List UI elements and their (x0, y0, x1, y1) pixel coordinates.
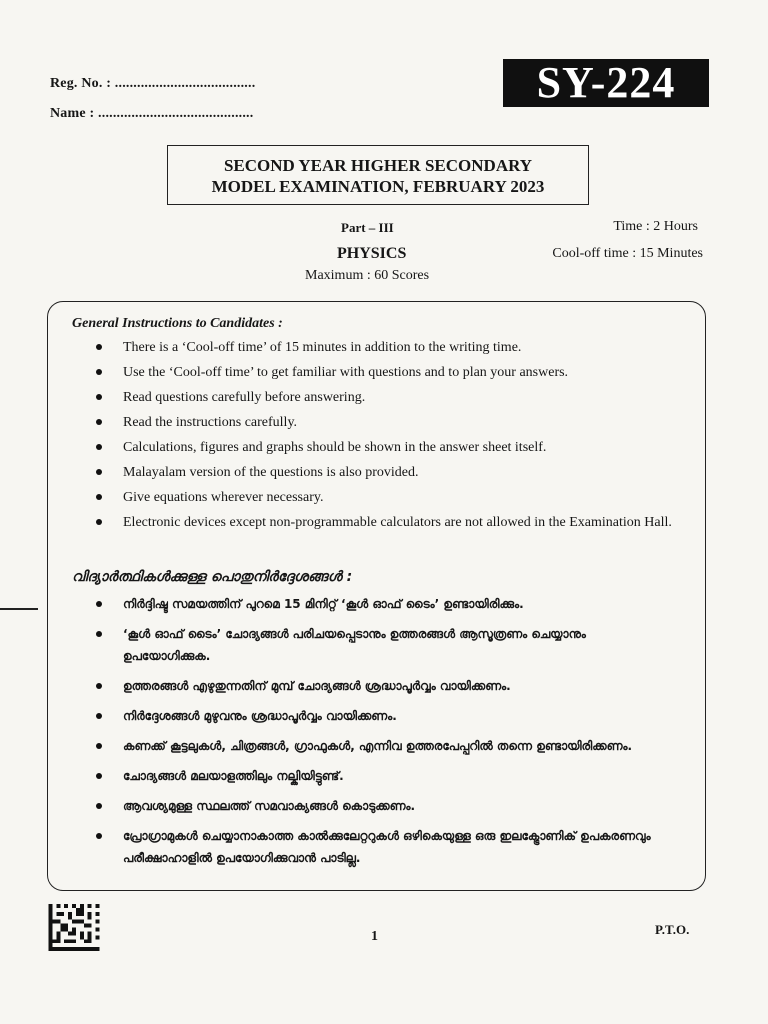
malayalam-instruction-item: നിർദ്ദിഷ്ട സമയത്തിന് പുറമെ 15 മിനിറ്റ് ‘കൂൾ ഓഫ് ടൈം’ ഉണ്ടായിരിക്കും. (96, 593, 676, 615)
instruction-item: Electronic devices except non-programmable calculators are not allowed in the Examination Hall. (96, 513, 696, 532)
bullet-icon (96, 519, 102, 525)
instruction-item: Malayalam version of the questions is also provided. (96, 463, 696, 482)
instructions-list (96, 338, 696, 538)
malayalam-instruction-item: ചോദ്യങ്ങൾ മലയാളത്തിലും നല്കിയിട്ടുണ്ട്. (96, 765, 676, 787)
bullet-icon (96, 469, 102, 475)
malayalam-instruction-item: നിർദ്ദേശങ്ങൾ മുഴുവനും ശ്രദ്ധാപൂർവ്വം വായിക്കണം. (96, 705, 676, 727)
bullet-icon (96, 394, 102, 400)
instruction-item: Read the instructions carefully. (96, 413, 696, 432)
instruction-item: Use the ‘Cool-off time’ to get familiar with questions and to plan your answers. (96, 363, 696, 382)
max-score-label: Maximum : 60 Scores (305, 268, 430, 283)
bullet-icon (96, 494, 102, 500)
instruction-item: Give equations wherever necessary. (96, 488, 696, 507)
paper-code-badge: SY-224 (503, 59, 709, 107)
exam-title-box (167, 145, 589, 205)
malayalam-instruction-item: കണക്ക് കൂട്ടലുകൾ, ചിത്രങ്ങൾ, ഗ്രാഫുകൾ, എന്നിവ ഉത്തരപേപ്പറിൽ തന്നെ ഉണ്ടായിരിക്കണം. (96, 735, 676, 757)
malayalam-instruction-item: ഉത്തരങ്ങൾ എഴുതുന്നതിന് മുമ്പ് ചോദ്യങ്ങൾ ശ്രദ്ധാപൂർവ്വം വായിക്കണം. (96, 675, 676, 697)
malayalam-instructions-list (96, 593, 676, 877)
bullet-icon (96, 683, 102, 689)
exam-title-line2: MODEL EXAMINATION, FEBRUARY 2023 (211, 177, 545, 196)
subject-label: PHYSICS (337, 245, 407, 262)
bullet-icon (96, 631, 102, 637)
instruction-item: There is a ‘Cool-off time’ of 15 minutes in addition to the writing time. (96, 338, 696, 357)
bullet-icon (96, 713, 102, 719)
reg-no-field: Reg. No. : ...................................... (50, 76, 256, 91)
instruction-item: Calculations, figures and graphs should be shown in the answer sheet itself. (96, 438, 696, 457)
malayalam-instruction-item: പ്രോഗ്രാമുകൾ ചെയ്യാനാകാത്ത കാൽക്കുലേറ്ററുകൾ ഒഴികെയുള്ള ഒരു ഇലക്ട്രോണിക് ഉപകരണവും പരീക്ഷാഹാളിൽ ഉപയോഗിക്കുവാൻ പാടില്ല. (96, 825, 676, 869)
malayalam-instructions-heading: വിദ്യാർത്ഥികൾക്കുള്ള പൊതുനിർദ്ദേശങ്ങൾ : (72, 569, 353, 585)
malayalam-instruction-item: ‘കൂൾ ഓഫ് ടൈം’ ചോദ്യങ്ങൾ പരിചയപ്പെടാനും ഉത്തരങ്ങൾ ആസൂത്രണം ചെയ്യാനും ഉപയോഗിക്കുക. (96, 623, 676, 667)
malayalam-instruction-item: ആവശ്യമുള്ള സ്ഥലത്ത് സമവാക്യങ്ങൾ കൊടുക്കണം. (96, 795, 676, 817)
instructions-heading: General Instructions to Candidates : (72, 316, 283, 331)
bullet-icon (96, 601, 102, 607)
pto-label: P.T.O. (655, 922, 690, 937)
exam-title-line1: SECOND YEAR HIGHER SECONDARY (223, 156, 533, 175)
bullet-icon (96, 743, 102, 749)
datamatrix-code-icon (48, 904, 100, 951)
instruction-item: Read questions carefully before answering. (96, 388, 696, 407)
bullet-icon (96, 833, 102, 839)
time-label: Time : 2 Hours (613, 219, 698, 234)
bullet-icon (96, 444, 102, 450)
name-field: Name : .......................................... (50, 106, 254, 121)
page-number: 1 (371, 929, 378, 944)
margin-mark (0, 608, 38, 610)
part-label: Part – III (341, 220, 394, 235)
bullet-icon (96, 419, 102, 425)
bullet-icon (96, 803, 102, 809)
bullet-icon (96, 369, 102, 375)
bullet-icon (96, 773, 102, 779)
cool-off-label: Cool-off time : 15 Minutes (552, 246, 703, 261)
bullet-icon (96, 344, 102, 350)
